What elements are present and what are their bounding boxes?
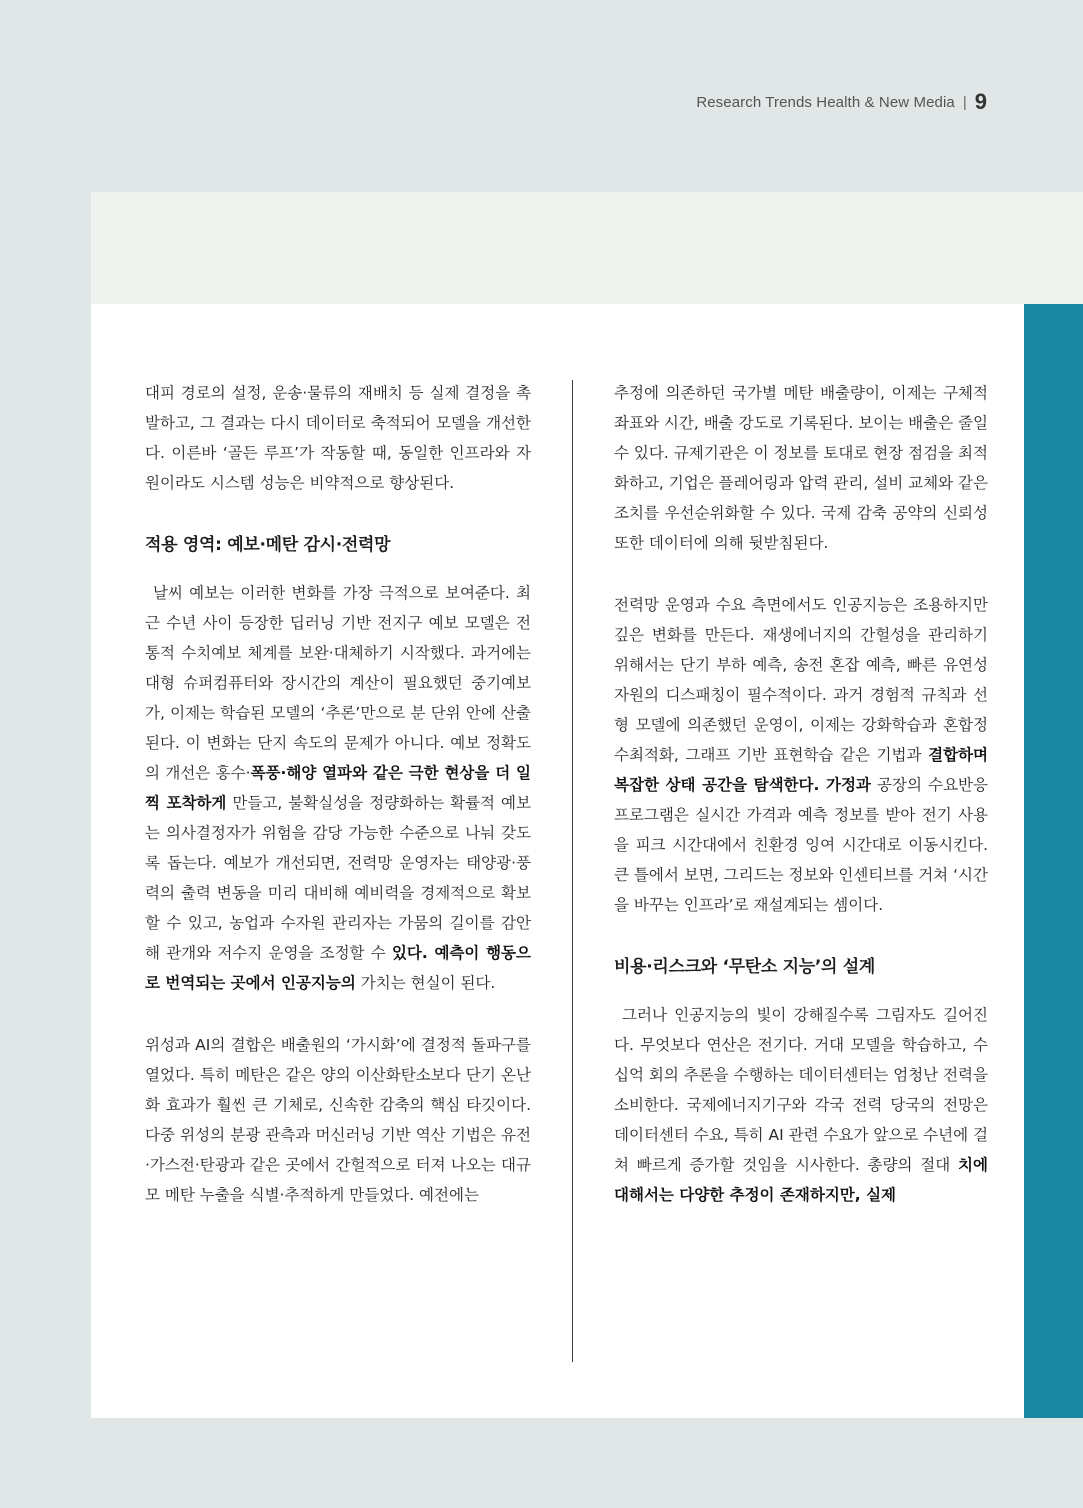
top-band — [91, 192, 1083, 304]
paragraph: 추정에 의존하던 국가별 메탄 배출량이, 이제는 구체적 좌표와 시간, 배출 강도로 기록된다. 보이는 배출은 줄일 수 있다. 규제기관은 이 정보를 토대로 현장 점검을 최적화하고, 기업은 플레어링과 압력 관리, 설비 교체와 같은 조치를 우선순위화할 수 있다. 국제 감축 공약의 신뢰성 또한 데이터에 의해 뒷받침된다. — [614, 384, 988, 552]
running-title: Research Trends Health & New Media — [696, 93, 955, 111]
right-column — [614, 378, 988, 1210]
emphasis-text: 치에 대해서는 다양한 추정이 존재하지만, 실제 — [614, 1156, 988, 1204]
section-heading: 비용·리스크와 ‘무탄소 지능’의 설계 — [614, 957, 876, 977]
header-separator: | — [962, 93, 967, 111]
left-column — [145, 378, 531, 1210]
emphasis-text: 결합하며 복잡한 상태 공간을 탐색한다. 가정과 — [614, 746, 988, 794]
accent-side-bar — [1024, 304, 1083, 1418]
section-heading: 적용 영역: 예보·메탄 감시·전력망 — [145, 535, 391, 555]
text-run: 그러나 인공지능의 빛이 강해질수록 그림자도 길어진다. 무엇보다 연산은 전기다. 거대 모델을 학습하고, 수십억 회의 추론을 수행하는 데이터센터는 엄청난 전력을 소비한다. 국제에너지기구와 각국 전력 당국의 전망은 데이터센터 수요, 특히 AI 관련 수요가 앞으로 수년에 걸쳐 빠르게 증가할 것임을 시사한다. 총량의 절대 — [614, 1006, 988, 1174]
paragraph — [145, 578, 531, 998]
paragraph — [614, 590, 988, 920]
paragraph: 위성과 AI의 결합은 배출원의 ‘가시화’에 결정적 돌파구를 열었다. 특히 메탄은 같은 양의 이산화탄소보다 단기 온난화 효과가 훨씬 큰 기체로, 신속한 감축의 핵심 타깃이다. 다중 위성의 분광 관측과 머신러닝 기반 역산 기법은 유전·가스전·탄광과 같은 곳에서 간헐적으로 터져 나오는 대규모 메탄 누출을 식별·추적하게 만들었다. 예전에는 — [145, 1036, 531, 1204]
emphasis-text: 있다. 예측이 행동으로 번역되는 곳에서 인공지능의 — [145, 944, 532, 992]
emphasis-text: 폭풍·해양 열파와 같은 극한 현상을 더 일찍 포착하게 — [145, 764, 531, 812]
text-run: 전력망 운영과 수요 측면에서도 인공지능은 조용하지만 깊은 변화를 만든다. 재생에너지의 간헐성을 관리하기 위해서는 단기 부하 예측, 송전 혼잡 예측, 빠른 유연성 자원의 디스패칭이 필수적이다. 과거 경험적 규칙과 선형 모델에 의존했던 운영이, 이제는 강화학습과 혼합정수최적화, 그래프 기반 표현학습 같은 기법과 — [614, 596, 988, 764]
paragraph: 대피 경로의 설정, 운송·물류의 재배치 등 실제 결정을 촉발하고, 그 결과는 다시 데이터로 축적되어 모델을 개선한다. 이른바 ‘골든 루프’가 작동할 때, 동일한 인프라와 자원이라도 시스템 성능은 비약적으로 향상된다. — [145, 384, 531, 492]
text-run: 공장의 수요반응 프로그램은 실시간 가격과 예측 정보를 받아 전기 사용을 피크 시간대에서 친환경 잉여 시간대로 이동시킨다. 큰 틀에서 보면, 그리드는 정보와 인센티브를 거쳐 ‘시간을 바꾸는 인프라’로 재설계되는 셈이다. — [614, 776, 988, 914]
column-divider — [572, 380, 573, 1362]
page-number: 9 — [974, 89, 987, 114]
text-run: 가치는 현실이 된다. — [355, 974, 496, 992]
text-run: 날씨 예보는 이러한 변화를 가장 극적으로 보여준다. 최근 수년 사이 등장한 딥러닝 기반 전지구 예보 모델은 전통적 수치예보 체계를 보완·대체하기 시작했다. 과거에는 대형 슈퍼컴퓨터와 장시간의 계산이 필요했던 중기예보가, 이제는 학습된 모델의 ‘추론’만으로 분 단위 안에 산출된다. 이 변화는 단지 속도의 문제가 아니다. 예보 정확도의 개선은 홍수· — [145, 584, 531, 782]
running-header — [696, 88, 987, 116]
text-run: 만들고, 불확실성을 정량화하는 확률적 예보는 의사결정자가 위험을 감당 가능한 수준으로 나눠 갖도록 돕는다. 예보가 개선되면, 전력망 운영자는 태양광·풍력의 출력 변동을 미리 대비해 예비력을 경제적으로 확보할 수 있고, 농업과 수자원 관리자는 가뭄의 길이를 감안해 관개와 저수지 운영을 조정할 수 — [145, 794, 531, 962]
paragraph — [614, 1000, 988, 1210]
